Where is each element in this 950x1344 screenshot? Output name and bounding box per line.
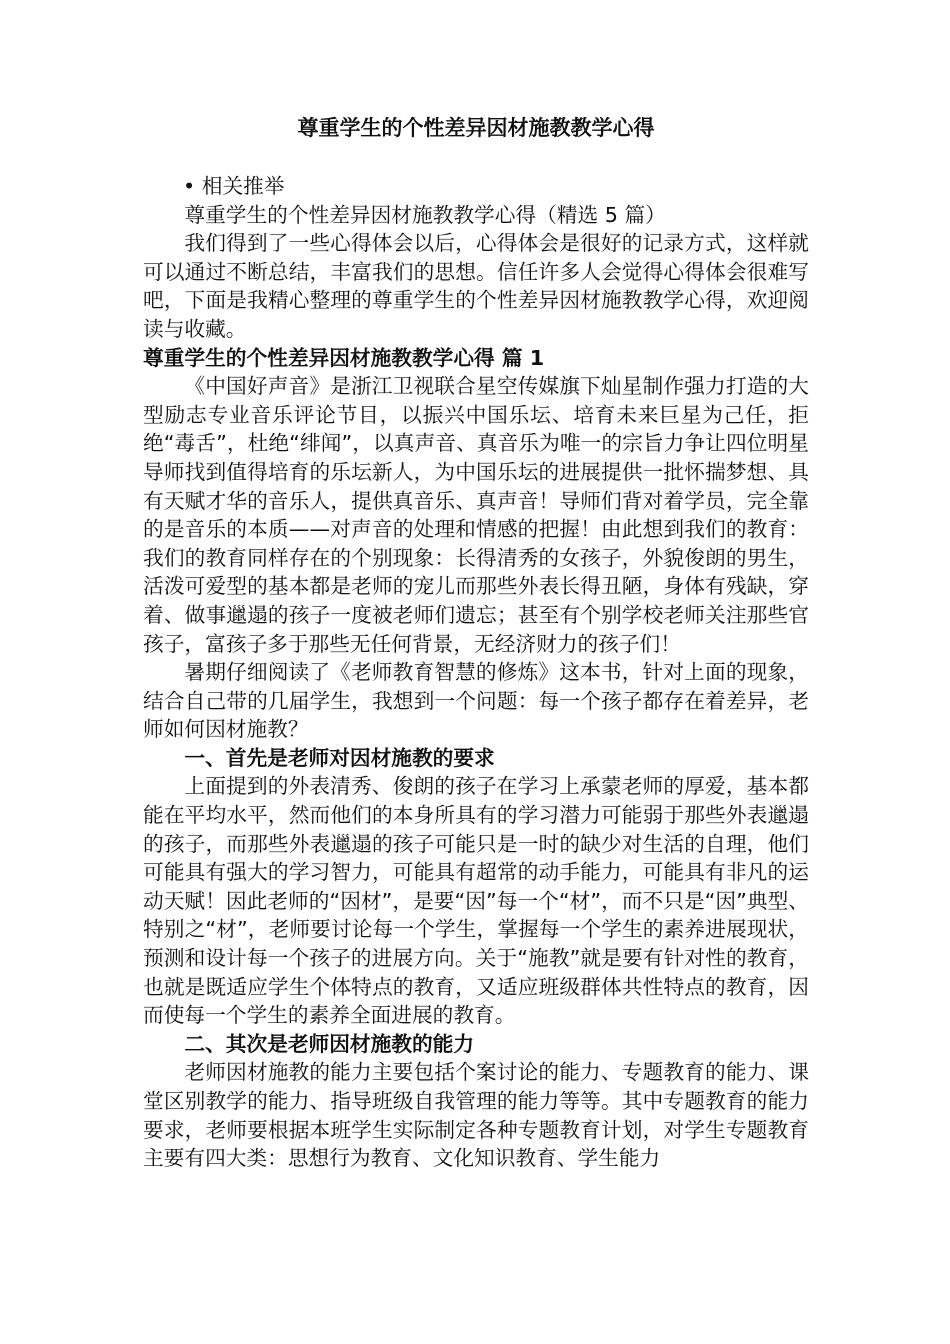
section-title: 尊重学生的个性差异因材施教教学心得 篇 1 (143, 345, 545, 370)
related-recommendation: • 相关推举 (183, 174, 285, 198)
body-paragraph-4: 老师因材施教的能力主要包括个案讨论的能力、专题教育的能力、课堂区别教学的能力、指导班级自我管理的能力等等。其中专题教育的能力要求，老师要根据本班学生实际制定各种专题教育计划，对学生专题教育主要有四大类：思想行为教育、文化知识教育、学生能力 (143, 1060, 809, 1171)
document-page (143, 112, 809, 1173)
intro-paragraph: 我们得到了一些心得体会以后，心得体会是很好的记录方式，这样就可以通过不断总结，丰富我们的思想。信任许多人会觉得心得体会很难写吧，下面是我精心整理的尊重学生的个性差异因材施教教学心得，欢迎阅读与收藏。 (143, 231, 809, 341)
body-paragraph-1: 《中国好声音》是浙江卫视联合星空传媒旗下灿星制作强力打造的大型励志专业音乐评论节目，以振兴中国乐坛、培育未来巨星为己任，拒绝“毒舌”，杜绝“绯闻”，以真声音、真音乐为唯一的宗旨力争让四位明星导师找到值得培育的乐坛新人，为中国乐坛的进展提供一批怀揣梦想、具有天赋才华的音乐人，提供真音乐、真声音！导师们背对着学员，完全靠的是音乐的本质——对声音的处理和情感的把握！由此想到我们的教育：我们的教育同样存在的个别现象：长得清秀的女孩子，外貌俊朗的男生，活泼可爱型的基本都是老师的宠儿而那些外表长得丑陋，身体有残缺，穿着、做事邋遢的孩子一度被老师们遗忘；甚至有个别学校老师关注那些官孩子，富孩子多于那些无任何背景，无经济财力的孩子们！ (143, 374, 809, 656)
subheading-2: 二、其次是老师因材施教的能力 (184, 1031, 475, 1056)
body-paragraph-3: 上面提到的外表清秀、俊朗的孩子在学习上承蒙老师的厚爱，基本都能在平均水平，然而他们的本身所具有的学习潜力可能弱于那些外表邋遢的孩子，而那些外表邋遢的孩子可能只是一时的缺少对生活的自理，他们可能具有强大的学习智力，可能具有超常的动手能力，可能具有非凡的运动天赋！因此老师的“因材”，是要“因”每一个“材”，而不只是“因”典型、特别之“材”，老师要讨论每一个学生，掌握每一个学生的素养进展现状，预测和设计每一个孩子的进展方向。关于“施教”就是要有针对性的教育，也就是既适应学生个体特点的教育，又适应班级群体共性特点的教育，因而使每一个学生的素养全面进展的教育。 (143, 774, 809, 1028)
body-paragraph-2: 暑期仔细阅读了《老师教育智慧的修炼》这本书，针对上面的现象，结合自己带的几届学生，我想到一个问题：每一个孩子都存在着差异，老师如何因材施教？ (143, 660, 809, 742)
document-title: 尊重学生的个性差异因材施教教学心得 (297, 116, 655, 140)
document-subtitle: 尊重学生的个性差异因材施教教学心得（精选 5 篇） (184, 202, 666, 227)
subheading-1: 一、首先是老师对因材施教的要求 (184, 745, 495, 770)
